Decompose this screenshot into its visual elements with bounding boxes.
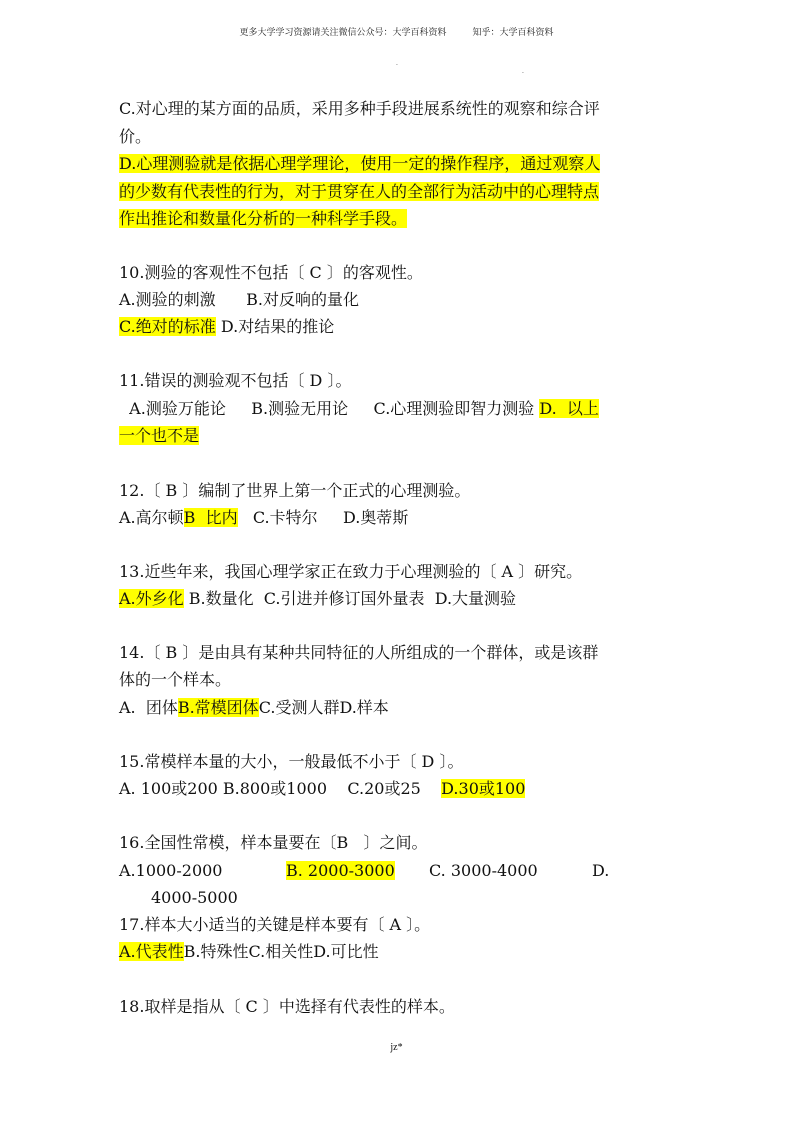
option-d-line-1 [119, 153, 600, 175]
option-text: C.受测人群D.样本 [258, 698, 389, 717]
question-11-options-cont [119, 425, 199, 447]
question-12: 12.〔 B 〕编制了世界上第一个正式的心理测验。 [119, 481, 471, 500]
option-c-line-1: C.对心理的某方面的品质，采用多种手段进展系统性的观察和综合评 [119, 99, 600, 118]
option-text: B.特殊性C.相关性D.可比性 [183, 942, 379, 961]
question-14: 14.〔 B 〕是由具有某种共同特征的人所组成的一个群体，或是该群 [119, 643, 599, 662]
question-17-options [119, 941, 379, 963]
question-16-options-a: A.1000-2000 [119, 861, 223, 880]
question-13: 13.近些年来，我国心理学家正在致力于心理测验的〔 A 〕研究。 [119, 562, 583, 581]
highlighted-answer: A.代表性 [119, 942, 184, 961]
question-14-options [119, 697, 389, 719]
option-text: C.卡特尔 D.奥蒂斯 [237, 508, 409, 527]
header-zhihu-note: 知乎：大学百科资料 [472, 28, 554, 38]
option-d-line-2 [119, 181, 599, 203]
page-mark: . [522, 68, 524, 75]
option-text: A.高尔顿 [119, 508, 184, 527]
highlighted-answer: 作出推论和数量化分析的一种科学手段。 [119, 209, 408, 228]
header-wechat-note: 更多大学学习资源请关注微信公众号：大学百科资料 [239, 28, 447, 38]
question-17: 17.样本大小适当的关键是样本要有〔 A 〕。 [119, 915, 431, 934]
question-16-options-b [286, 860, 395, 882]
question-14-cont: 体的一个样本。 [119, 670, 232, 689]
highlighted-answer: 的少数有代表性的行为，对于贯穿在人的全部行为活动中的心理特点 [119, 182, 600, 201]
question-11: 11.错误的测验观不包括〔 D 〕。 [119, 371, 352, 390]
question-18: 18.取样是指从〔 C 〕中选择有代表性的样本。 [119, 997, 455, 1016]
page-header [0, 25, 793, 38]
question-10: 10.测验的客观性不包括〔 C 〕的客观性。 [119, 263, 423, 282]
question-16-options-c: C. 3000-4000 [429, 861, 538, 880]
highlighted-answer: C.绝对的标准 [119, 317, 216, 336]
option-d-line-3 [119, 208, 407, 230]
highlighted-answer: D. 以上 [539, 399, 599, 418]
option-text: A. 100或200 B.800或1000 C.20或25 [119, 779, 421, 798]
highlighted-answer: D.30或100 [441, 779, 526, 798]
highlighted-answer: A.外乡化 [119, 589, 184, 608]
question-15: 15.常模样本量的大小，一般最低不小于〔 D 〕。 [119, 752, 464, 771]
question-10-options-cd [119, 316, 334, 338]
question-15-options [119, 778, 525, 800]
question-10-options-ab: A.测验的刺激 B.对反响的量化 [119, 290, 360, 309]
option-text: B.数量化 C.引进并修订国外量表 D.大量测验 [183, 589, 517, 608]
highlighted-answer: B 比内 [183, 508, 238, 527]
option-text: A. 团体 [119, 698, 178, 717]
option-text: A.测验万能论 B.测验无用论 C.心理测验即智力测验 [119, 399, 535, 418]
page-footer: jz* [390, 1042, 403, 1053]
question-16-options-d: D. [592, 861, 610, 880]
highlighted-answer: B. 2000-3000 [286, 861, 395, 880]
question-16-options-d-cont: 4000-5000 [151, 888, 238, 907]
option-text: D.对结果的推论 [215, 317, 335, 336]
page-mark: . [396, 60, 398, 67]
highlighted-answer: 一个也不是 [119, 426, 200, 445]
question-11-options [119, 398, 599, 420]
highlighted-answer: B.常模团体 [177, 698, 259, 717]
option-c-line-2: 价。 [119, 127, 152, 146]
question-16: 16.全国性常模，样本量要在〔B 〕之间。 [119, 833, 428, 852]
question-12-options [119, 507, 408, 529]
highlighted-answer: D.心理测验就是依据心理学理论，使用一定的操作程序，通过观察人 [119, 154, 601, 173]
question-13-options [119, 588, 516, 610]
